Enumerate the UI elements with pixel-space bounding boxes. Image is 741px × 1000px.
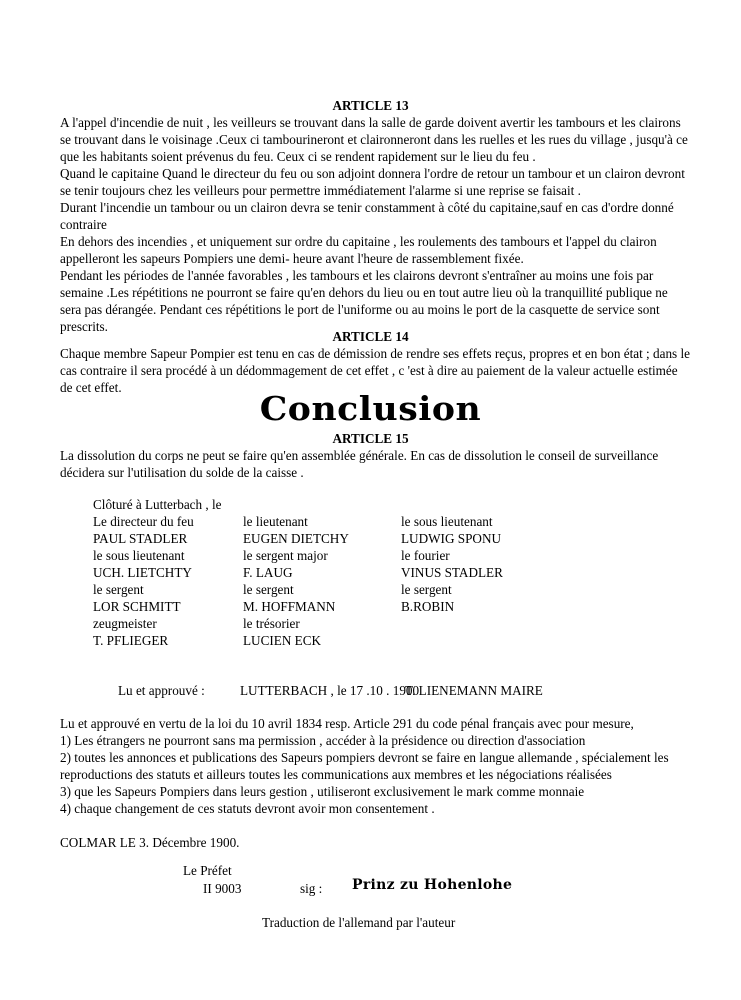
colmar-date: COLMAR LE 3. Décembre 1900.	[60, 835, 240, 850]
signature-row	[93, 615, 541, 632]
signature-cell: le fourier	[401, 548, 450, 563]
signature-cell: le sergent	[243, 582, 294, 597]
signature-cell: zeugmeister	[93, 616, 157, 631]
signature-cell: F. LAUG	[243, 565, 293, 580]
signature-cell: le sergent	[93, 582, 144, 597]
translation-note: Traduction de l'allemand par l'auteur	[262, 915, 456, 930]
article-13-paragraph: En dehors des incendies , et uniquement sur ordre du capitaine , les roulements des tambours et l'appel du clairon appelleront les sapeurs Pompiers une demi- heure avant l'heure de rassemblement fixée.	[60, 234, 657, 266]
article-13-body	[60, 114, 690, 335]
article-14-paragraph: Chaque membre Sapeur Pompier est tenu en cas de démission de rendre ses effets reçus, propres et en bon état ; dans le cas contraire il sera procédé à un dédommagement de cet effet , c 'est à dire au paiement de la valeur actuelle estimée de cet effet.	[60, 346, 690, 395]
signatures-block	[93, 496, 541, 649]
article-13-paragraph: A l'appel d'incendie de nuit , les veilleurs se trouvant dans la salle de garde doivent avertir les tambours et les clairons se trouvant dans le voisinage .Ceux ci tambourineront et claironneront dans les ruelles et les rues du village , jusqu'à ce que les habitants soient prévenus du feu. Ceux ci se rendent rapidement sur le lieu du feu .	[60, 115, 688, 164]
article-13-heading: ARTICLE 13	[332, 98, 409, 113]
prefet-number: II 9003	[203, 881, 242, 896]
signature-cell: UCH. LIETCHTY	[93, 565, 192, 580]
article-13-paragraph: Pendant les périodes de l'année favorables , les tambours et les clairons devront s'entraîner au moins une fois par semaine .Les répétitions ne pourront se faire qu'en dehors du lieu ou en tout autre lieu où la tranquillité publique ne sera pas dérangée. Pendant ces répétitions le port de l'uniforme ou au moins le port de la casquette de service sont prescrits.	[60, 268, 668, 334]
article-15-heading: ARTICLE 15	[332, 431, 409, 446]
approval-mayor: T. LIENEMANN MAIRE	[405, 683, 543, 698]
signature-row	[93, 530, 541, 547]
approval-label: Lu et approuvé :	[118, 683, 205, 698]
signature-cell: le sergent	[401, 582, 452, 597]
signature-row	[93, 632, 541, 649]
prefet-signature: Prinz zu Hohenlohe	[352, 877, 513, 893]
article-13-paragraph: Quand le capitaine Quand le directeur du feu ou son adjoint donnera l'ordre de retour un tambour et un clairon devront se tenir toujours chez les veilleurs pour permettre immédiatement l'alarme si une reprise se faisait .	[60, 166, 685, 198]
signature-cell: VINUS STADLER	[401, 565, 503, 580]
law-item: 1) Les étrangers ne pourront sans ma permission , accéder à la présidence ou direction d'association	[60, 733, 586, 748]
article-15-body	[60, 447, 690, 481]
signature-cell: le sergent major	[243, 548, 328, 563]
prefet-title: Le Préfet	[183, 863, 232, 878]
signature-cell: LUDWIG SPONU	[401, 531, 502, 546]
signature-cell: PAUL STADLER	[93, 531, 188, 546]
signature-cell: T. PFLIEGER	[93, 633, 169, 648]
signature-cell: M. HOFFMANN	[243, 599, 336, 614]
signature-cell	[401, 632, 541, 649]
signature-row	[93, 598, 541, 615]
signature-cell: LUCIEN ECK	[243, 633, 322, 648]
approval-place-date: LUTTERBACH , le 17 .10 . 1900	[240, 683, 420, 698]
signature-cell: Le directeur du feu	[93, 514, 194, 529]
signature-cell: B.ROBIN	[401, 599, 455, 614]
article-13-paragraph: Durant l'incendie un tambour ou un clairon devra se tenir constamment à côté du capitaine,sauf en cas d'ordre donné contraire	[60, 200, 674, 232]
signature-row	[93, 513, 541, 530]
signature-cell: le sous lieutenant	[401, 514, 493, 529]
signature-row	[93, 564, 541, 581]
conclusion-title: Conclusion	[259, 389, 482, 428]
signature-cell: LOR SCHMITT	[93, 599, 181, 614]
signature-cell: le lieutenant	[243, 514, 308, 529]
signature-cell	[401, 615, 541, 632]
law-intro: Lu et approuvé en vertu de la loi du 10 avril 1834 resp. Article 291 du code pénal français avec pour mesure,	[60, 716, 634, 731]
signature-cell: le trésorier	[243, 616, 300, 631]
signature-row	[93, 581, 541, 598]
sig-label: sig :	[300, 881, 323, 896]
law-item: 3) que les Sapeurs Pompiers dans leurs gestion , utiliseront exclusivement le mark comme monnaie	[60, 784, 585, 799]
signature-row	[93, 547, 541, 564]
article-15-paragraph: La dissolution du corps ne peut se faire qu'en assemblée générale. En cas de dissolution le conseil de surveillance décidera sur l'utilisation du solde de la caisse .	[60, 448, 659, 480]
signature-cell: le sous lieutenant	[93, 548, 185, 563]
closing-place: Clôturé à Lutterbach , le	[93, 497, 222, 512]
signature-cell: EUGEN DIETCHY	[243, 531, 349, 546]
law-item: 4) chaque changement de ces statuts devront avoir mon consentement .	[60, 801, 435, 816]
law-block	[60, 715, 690, 817]
article-14-heading: ARTICLE 14	[332, 329, 409, 344]
law-item: 2) toutes les annonces et publications des Sapeurs pompiers devront se faire en langue allemande , spécialement les reproductions des statuts et ailleurs toutes les communications aux membres et les négociations réalisées	[60, 750, 669, 782]
